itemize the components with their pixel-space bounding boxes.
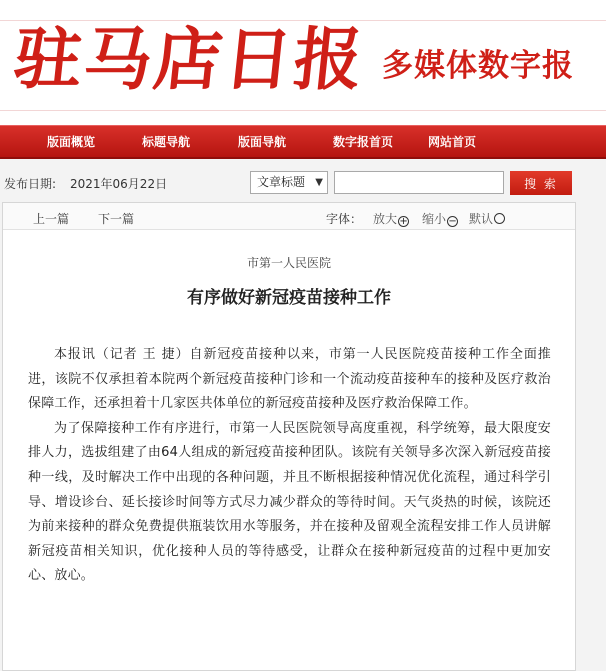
nav-item-title-nav[interactable]: 标题导航 — [142, 135, 191, 149]
masthead — [0, 0, 606, 125]
newspaper-logo: 驻马店日报 — [9, 20, 369, 100]
article-panel — [2, 202, 576, 671]
search-button[interactable]: 搜 索 — [510, 171, 572, 195]
main-nav — [0, 125, 606, 159]
article-body — [28, 343, 551, 589]
search-field-select-value: 文章标题 — [257, 175, 306, 189]
article-title: 有序做好新冠疫苗接种工作 — [187, 288, 391, 308]
article-paragraph: 为了保障接种工作有序进行，市第一人民医院领导高度重视，科学统筹，最大限度安排人力，选拔组建了由64人组成的新冠疫苗接种团队。该院有关领导多次深入新冠疫苗接种一线，及时解决工作中出现的各种问题，并且不断根据接种情况优化流程，通过科学引导、增设诊台、延长接诊时间等方式尽力减少群众的等待时间。天气炎热的时候，该院还为前来接种的群众免费提供瓶装饮用水等服务，并在接种及留观全流程安排工作人员讲解新冠疫苗相关知识，优化接种人员的等待感受，让群众在接种新冠疫苗的过程中更加安心、放心。 — [28, 420, 551, 584]
publish-date-label: 发布日期: — [4, 177, 57, 191]
nav-item-digital-home[interactable]: 数字报首页 — [333, 135, 394, 149]
search-field-select[interactable] — [250, 171, 328, 194]
chevron-down-icon: ▼ — [315, 177, 323, 188]
font-enlarge-label: 放大 — [373, 212, 398, 226]
article-paragraph: 本报讯（记者 王 捷）自新冠疫苗接种以来，市第一人民医院疫苗接种工作全面推进，该院不仅承担着本院两个新冠疫苗接种门诊和一个流动疫苗接种车的接种及医疗救治保障工作，还承担着十几家医共体单位的新冠疫苗接种及医疗救治保障工作。 — [28, 347, 551, 412]
nav-item-page-nav[interactable]: 版面导航 — [238, 135, 287, 149]
search-row — [0, 164, 606, 202]
prev-article-link[interactable]: 上一篇 — [33, 212, 70, 226]
nav-item-page-overview[interactable]: 版面概览 — [47, 135, 96, 149]
font-default-label: 默认 — [469, 212, 494, 226]
publish-date-value: 2021年06月22日 — [70, 177, 168, 191]
font-shrink-button[interactable] — [422, 210, 458, 227]
minus-circle-icon: − — [448, 216, 457, 227]
masthead-slogan: 多媒体数字报 — [382, 48, 574, 84]
article-pre-title: 市第一人民医院 — [246, 256, 331, 270]
font-size-label: 字体： — [326, 212, 363, 226]
plus-circle-icon: + — [399, 216, 408, 227]
font-default-button[interactable] — [469, 210, 505, 227]
circle-icon — [494, 213, 505, 224]
search-input[interactable] — [334, 171, 504, 194]
font-shrink-label: 缩小 — [422, 212, 447, 226]
masthead-decoration — [0, 110, 606, 111]
next-article-link[interactable]: 下一篇 — [98, 212, 135, 226]
article-toolbar — [3, 203, 575, 230]
nav-item-site-home[interactable]: 网站首页 — [428, 135, 477, 149]
font-enlarge-button[interactable] — [373, 210, 409, 227]
